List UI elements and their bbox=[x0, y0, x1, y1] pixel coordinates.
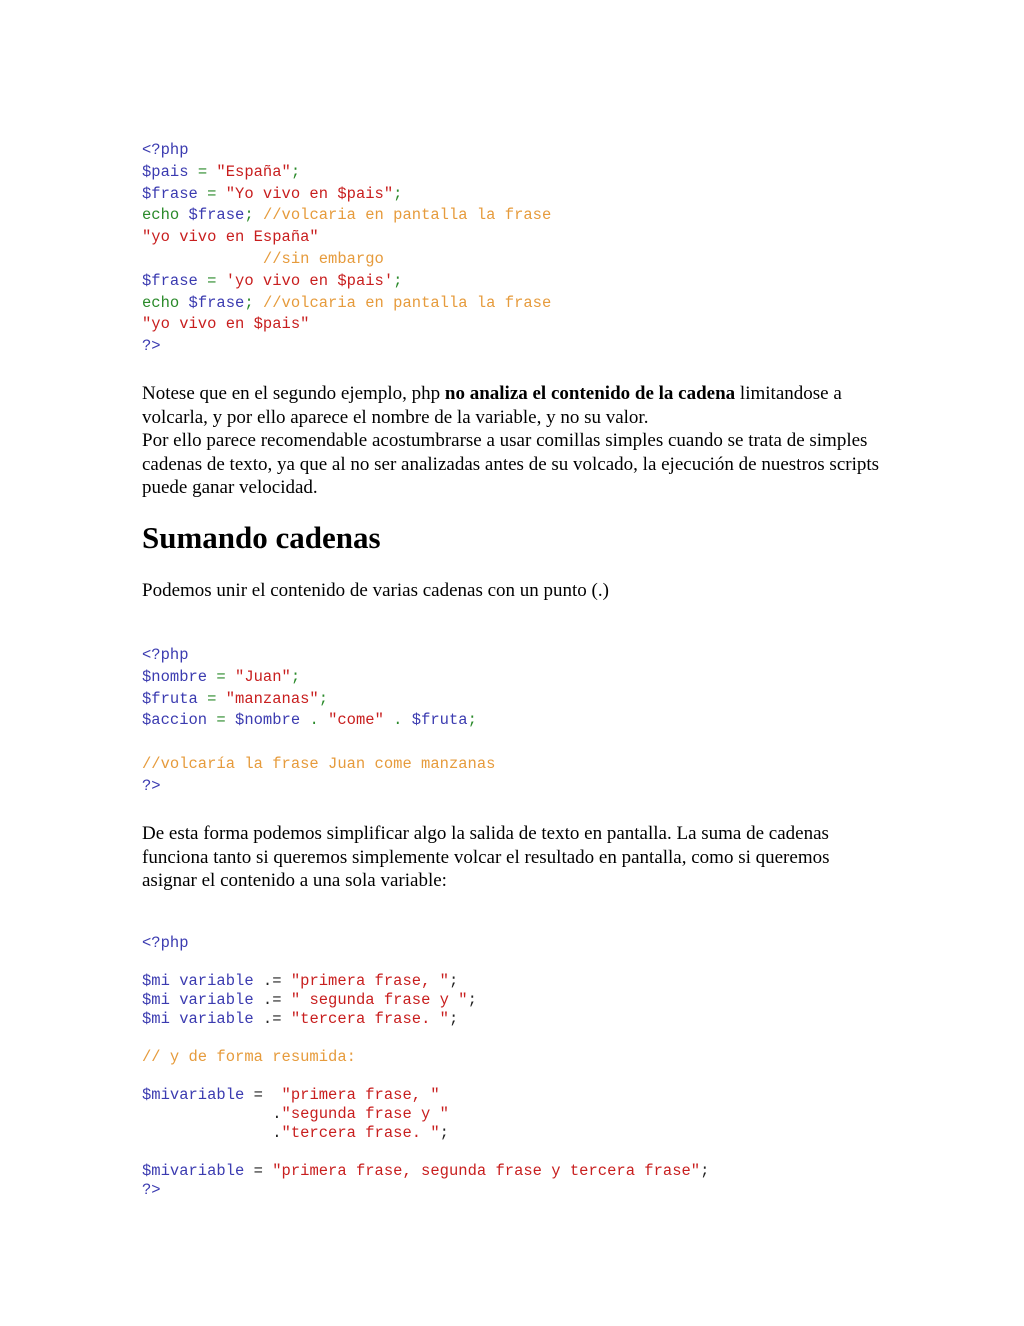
code-token: . bbox=[142, 1124, 282, 1142]
code-block-3 bbox=[142, 934, 709, 1200]
code-token: $nombre bbox=[235, 711, 301, 730]
code-token: "Yo vivo en $pais" bbox=[225, 184, 394, 203]
code-token: ; bbox=[290, 667, 301, 686]
paragraph-explanation bbox=[142, 382, 882, 500]
code-line bbox=[142, 645, 495, 667]
code-line bbox=[142, 1143, 709, 1162]
code-token: $mivariable bbox=[142, 1086, 245, 1104]
code-line bbox=[142, 710, 495, 732]
code-token: ; bbox=[467, 711, 477, 730]
code-token: // y de forma resumida: bbox=[142, 1048, 356, 1066]
code-line bbox=[142, 314, 551, 336]
code-line bbox=[142, 934, 709, 953]
code-token: $frase bbox=[142, 271, 198, 290]
code-token: $mi variable bbox=[142, 1010, 254, 1028]
code-token: .= bbox=[253, 991, 291, 1009]
code-token: //volcaria en pantalla la frase bbox=[262, 206, 552, 225]
code-token: "manzanas" bbox=[225, 689, 319, 708]
code-line bbox=[142, 162, 551, 184]
code-token: "come" bbox=[328, 711, 384, 730]
code-token: $fruta bbox=[411, 711, 468, 730]
paragraph-text: Por ello parece recomendable acostumbrarse a usar comillas simples cuando se trata de simples cadenas de texto, ya que al no ser analizadas antes de su volcado, la ejecución de nuestros scripts puede ganar velocidad. bbox=[142, 430, 880, 498]
code-token: //volcaría la frase Juan come manzanas bbox=[142, 754, 496, 773]
code-token: $frase bbox=[142, 184, 198, 203]
code-token: $mi variable bbox=[142, 972, 254, 990]
code-line bbox=[142, 776, 495, 798]
code-token: "tercera frase. " bbox=[281, 1124, 440, 1142]
code-token: "España" bbox=[216, 162, 291, 181]
code-line bbox=[142, 991, 709, 1010]
code-token: $mi variable bbox=[142, 991, 254, 1009]
code-block-1 bbox=[142, 140, 551, 358]
code-token: "primera frase, segunda frase y tercera frase" bbox=[272, 1162, 701, 1180]
code-line bbox=[142, 1124, 709, 1143]
code-token: $fruta bbox=[142, 689, 198, 708]
code-token: .= bbox=[253, 972, 291, 990]
code-token: = bbox=[244, 1086, 282, 1104]
code-token: . bbox=[300, 711, 329, 730]
code-line bbox=[142, 140, 551, 162]
code-line bbox=[142, 249, 551, 271]
code-token: = bbox=[197, 184, 226, 203]
paragraph-text: Notese que en el segundo ejemplo, php bbox=[142, 383, 445, 404]
paragraph-intro: Podemos unir el contenido de varias cadenas con un punto (.) bbox=[142, 580, 609, 601]
code-line bbox=[142, 205, 551, 227]
code-line bbox=[142, 953, 709, 972]
code-token: <?php bbox=[142, 141, 189, 159]
code-token: $nombre bbox=[142, 667, 208, 686]
code-token: . bbox=[142, 1105, 282, 1123]
code-token: "yo vivo en España" bbox=[142, 228, 319, 247]
code-token: $frase bbox=[188, 293, 245, 312]
code-line bbox=[142, 336, 551, 358]
code-token: ?> bbox=[142, 337, 161, 356]
code-token: ?> bbox=[142, 776, 161, 795]
code-line bbox=[142, 1086, 709, 1105]
code-token: ; bbox=[318, 689, 329, 708]
code-token: <?php bbox=[142, 934, 189, 952]
bold-emphasis: no analiza el contenido de la cadena bbox=[444, 383, 736, 404]
code-line bbox=[142, 1181, 709, 1200]
code-token: ; bbox=[467, 991, 477, 1009]
code-line bbox=[142, 732, 495, 754]
code-line bbox=[142, 1105, 709, 1124]
code-token: = bbox=[207, 711, 236, 730]
code-line bbox=[142, 1048, 709, 1067]
code-token: //volcaria en pantalla la frase bbox=[262, 293, 552, 312]
code-token: echo bbox=[142, 293, 189, 312]
code-token: = bbox=[197, 271, 226, 290]
code-token: $mivariable bbox=[142, 1162, 245, 1180]
code-line bbox=[142, 271, 551, 293]
code-token: 'yo vivo en $pais' bbox=[225, 271, 394, 290]
code-line bbox=[142, 667, 495, 689]
code-line bbox=[142, 972, 709, 991]
code-line bbox=[142, 1067, 709, 1086]
code-token: "Juan" bbox=[235, 667, 291, 686]
code-token: "yo vivo en $pais" bbox=[142, 315, 310, 334]
code-token: ; bbox=[290, 162, 301, 181]
code-token: "primera frase, " bbox=[281, 1086, 440, 1104]
code-line bbox=[142, 689, 495, 711]
paragraph-text: limitandose a volcarla, y por ello aparece el nombre de la variable, y no su valor. bbox=[142, 383, 842, 428]
code-token: ?> bbox=[142, 1181, 161, 1199]
code-block-2 bbox=[142, 645, 495, 798]
code-token: ; bbox=[700, 1162, 710, 1180]
code-token: = bbox=[244, 1162, 273, 1180]
code-token: "primera frase, " bbox=[290, 972, 449, 990]
code-line bbox=[142, 293, 551, 315]
code-token: ; bbox=[244, 206, 263, 225]
paragraph-summary: De esta forma podemos simplificar algo la salida de texto en pantalla. La suma de cadenas funciona tanto si queremos simplemente volcar el resultado en pantalla, como si queremos asignar el contenido a una sola variable: bbox=[142, 823, 830, 891]
code-token: //sin embargo bbox=[142, 249, 384, 268]
code-token: = bbox=[188, 162, 217, 181]
code-line bbox=[142, 1010, 709, 1029]
code-token: ; bbox=[244, 293, 263, 312]
code-token: ; bbox=[448, 1010, 459, 1028]
code-token: <?php bbox=[142, 646, 189, 664]
code-token: echo bbox=[142, 206, 189, 225]
code-line bbox=[142, 754, 495, 776]
code-token: " segunda frase y " bbox=[290, 991, 468, 1009]
code-token: "segunda frase y " bbox=[281, 1105, 449, 1123]
code-token: . bbox=[383, 711, 412, 730]
code-token: ; bbox=[439, 1124, 449, 1142]
code-token: "tercera frase. " bbox=[290, 1010, 449, 1028]
code-token: .= bbox=[253, 1010, 291, 1028]
code-token: $accion bbox=[142, 711, 208, 730]
section-heading: Sumando cadenas bbox=[142, 520, 381, 555]
code-token: ; bbox=[393, 271, 403, 290]
code-line bbox=[142, 1029, 709, 1048]
code-token: $frase bbox=[188, 206, 245, 225]
code-token: = bbox=[207, 667, 236, 686]
code-token: $pais bbox=[142, 162, 189, 181]
code-token: = bbox=[197, 689, 226, 708]
code-token: ; bbox=[393, 184, 403, 203]
code-line bbox=[142, 227, 551, 249]
code-line bbox=[142, 184, 551, 206]
code-line bbox=[142, 1162, 709, 1181]
code-token: ; bbox=[448, 972, 459, 990]
